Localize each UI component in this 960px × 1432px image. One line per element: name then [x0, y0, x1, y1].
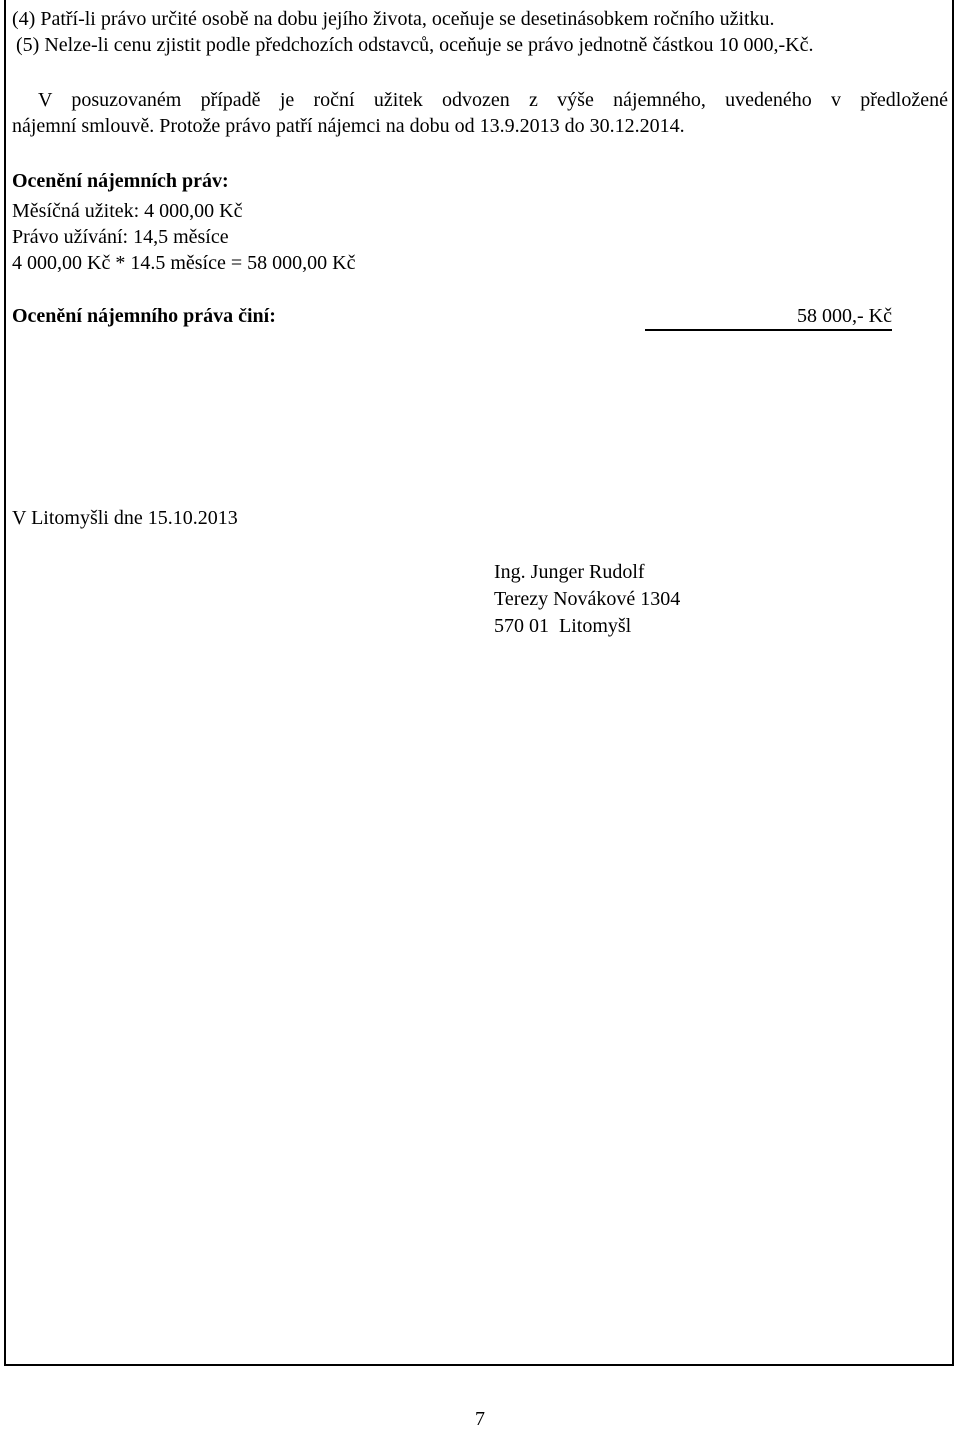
- case-description-line-1: V posuzovaném případě je roční užitek odvozen z výše nájemného, uvedeného v předložené: [38, 89, 948, 111]
- paragraph-item-5: (5) Nelze-li cenu zjistit podle předchozích odstavců, oceňuje se právo jednotně částkou 10 000,-Kč.: [16, 34, 814, 56]
- paragraph-case-description: [12, 87, 948, 139]
- signatory-name: Ing. Junger Rudolf: [494, 561, 645, 583]
- paragraph-item-4: (4) Patří-li právo určité osobě na dobu jejího života, oceňuje se desetinásobkem ročního užitku.: [12, 8, 775, 30]
- signatory-street: Terezy Novákové 1304: [494, 588, 681, 610]
- valuation-heading: Ocenění nájemních práv:: [12, 170, 229, 192]
- usage-right-line: Právo užívání: 14,5 měsíce: [12, 226, 229, 248]
- page-number: 7: [475, 1408, 485, 1430]
- place-and-date: V Litomyšli dne 15.10.2013: [12, 507, 238, 529]
- monthly-benefit-line: Měsíčná užitek: 4 000,00 Kč: [12, 200, 243, 222]
- case-description-line-2: nájemní smlouvě. Protože právo patří nájemci na dobu od 13.9.2013 do 30.12.2014.: [12, 115, 685, 137]
- result-label: Ocenění nájemního práva činí:: [12, 305, 276, 327]
- signatory-city: 570 01 Litomyšl: [494, 615, 632, 637]
- calculation-line: 4 000,00 Kč * 14.5 měsíce = 58 000,00 Kč: [12, 252, 356, 274]
- result-value: 58 000,- Kč: [645, 303, 892, 331]
